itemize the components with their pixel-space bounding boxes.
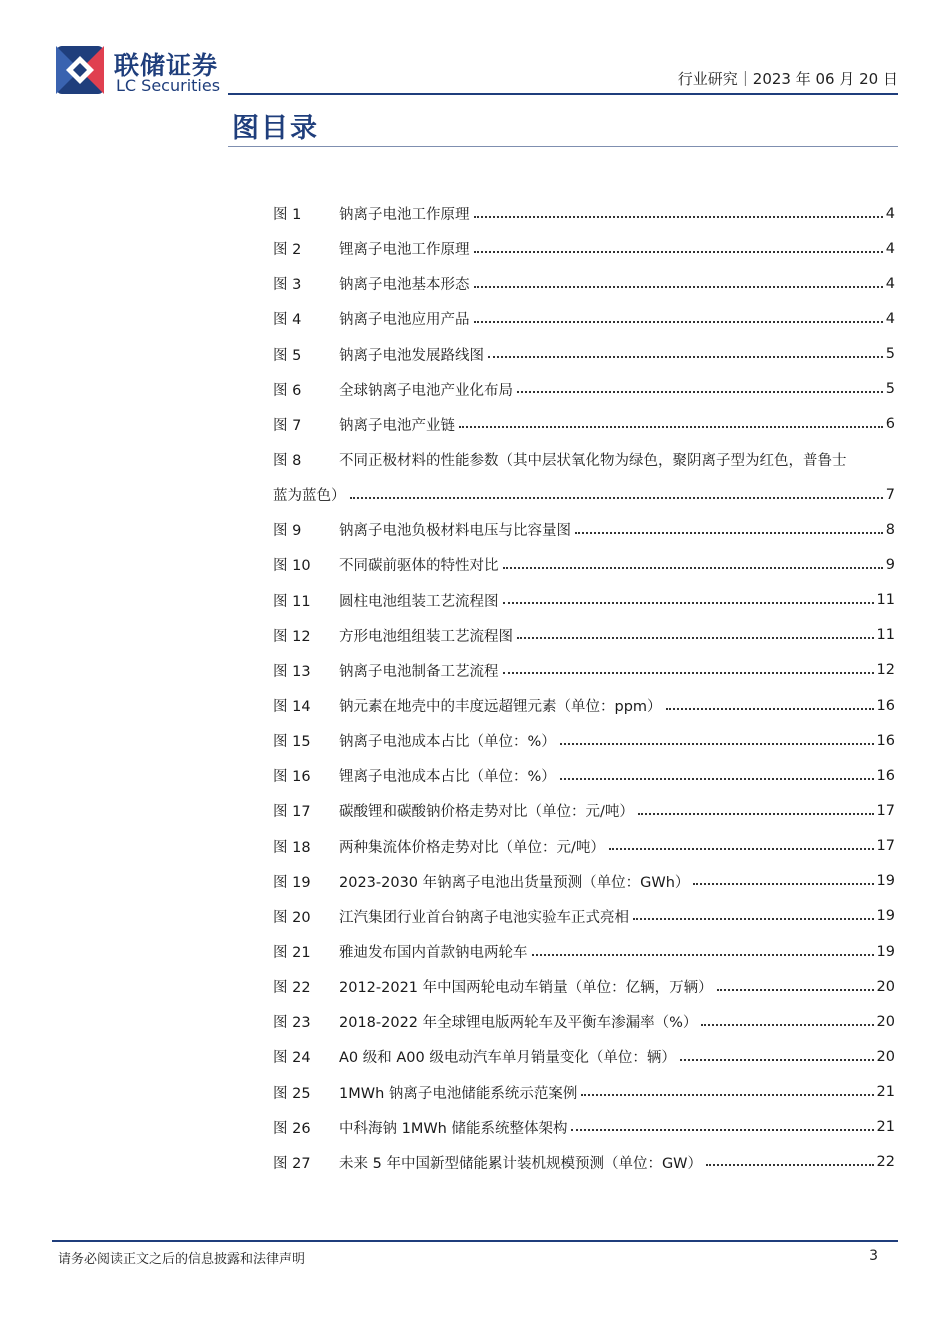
toc-figure-number: 图 21	[273, 945, 311, 962]
toc-leader-dots	[517, 637, 874, 639]
toc-page-number: 5	[885, 381, 895, 398]
toc-leader-dots	[517, 391, 883, 393]
toc-entry[interactable]	[273, 829, 895, 864]
toc-page-number: 5	[885, 346, 895, 363]
toc-figure-number: 图 15	[273, 734, 311, 751]
toc-entry[interactable]	[273, 653, 895, 688]
toc-entry[interactable]	[273, 372, 895, 407]
toc-figure-title: 钠元素在地壳中的丰度远超锂元素（单位：ppm）	[339, 699, 662, 716]
toc-figure-title: 未来 5 年中国新型储能累计装机规模预测（单位：GW）	[339, 1155, 703, 1172]
toc-page-number: 4	[885, 240, 895, 257]
brand-name-cn: 联储证券	[114, 51, 219, 80]
toc-page-number: 17	[876, 802, 895, 819]
toc-figure-title: 江汽集团行业首台钠离子电池实验车正式亮相	[339, 909, 629, 926]
toc-figure-number: 图 11	[273, 593, 311, 610]
toc-figure-title: 碳酸锂和碳酸钠价格走势对比（单位：元/吨）	[339, 804, 634, 821]
toc-page-number: 19	[876, 943, 895, 960]
toc-figure-number: 图 22	[273, 980, 311, 997]
toc-leader-dots	[706, 1164, 874, 1166]
figure-toc-list	[273, 196, 895, 1180]
toc-entry[interactable]	[273, 723, 895, 758]
toc-leader-dots	[666, 708, 874, 710]
toc-entry[interactable]	[273, 266, 895, 301]
toc-page-number: 21	[876, 1119, 895, 1136]
toc-figure-title: 圆柱电池组装工艺流程图	[339, 593, 499, 610]
toc-leader-dots	[503, 672, 874, 674]
toc-entry[interactable]	[273, 1075, 895, 1110]
toc-entry[interactable]	[273, 442, 895, 477]
toc-leader-dots	[474, 321, 883, 323]
toc-figure-number: 图 8	[273, 453, 302, 470]
toc-entry[interactable]	[273, 337, 895, 372]
toc-figure-number: 图 10	[273, 558, 311, 575]
toc-entry[interactable]	[273, 1004, 895, 1039]
toc-figure-number: 图 7	[273, 417, 302, 434]
toc-entry[interactable]	[273, 301, 895, 336]
toc-leader-dots	[474, 286, 883, 288]
toc-entry[interactable]	[273, 477, 895, 512]
toc-figure-title: 钠离子电池负极材料电压与比容量图	[339, 523, 571, 540]
toc-figure-number: 图 16	[273, 769, 311, 786]
toc-page-number: 19	[876, 908, 895, 925]
toc-figure-title: 不同碳前驱体的特性对比	[339, 558, 499, 575]
toc-leader-dots	[571, 1129, 873, 1131]
toc-page-number: 9	[885, 556, 895, 573]
toc-leader-dots	[474, 251, 883, 253]
toc-leader-dots	[503, 567, 883, 569]
toc-figure-title: 两种集流体价格走势对比（单位：元/吨）	[339, 839, 605, 856]
toc-leader-dots	[581, 1094, 873, 1096]
toc-leader-dots	[680, 1059, 874, 1061]
toc-leader-dots	[693, 883, 873, 885]
toc-figure-number: 图 18	[273, 839, 311, 856]
toc-entry[interactable]	[273, 1145, 895, 1180]
toc-figure-title: 钠离子电池发展路线图	[339, 347, 484, 364]
toc-figure-title: 不同正极材料的性能参数（其中层状氧化物为绿色，聚阴离子型为红色，普鲁士	[339, 453, 847, 470]
toc-figure-number: 图 9	[273, 523, 302, 540]
toc-figure-title: 锂离子电池成本占比（单位：%）	[339, 769, 556, 786]
toc-entry[interactable]	[273, 547, 895, 582]
title-divider	[228, 146, 898, 147]
toc-figure-title: 锂离子电池工作原理	[339, 242, 470, 259]
toc-entry[interactable]	[273, 758, 895, 793]
toc-figure-title: 蓝为蓝色）	[273, 488, 346, 505]
toc-figure-title: 2012-2021 年中国两轮电动车销量（单位：亿辆，万辆）	[339, 980, 713, 997]
toc-figure-title: A0 级和 A00 级电动汽车单月销量变化（单位：辆）	[339, 1050, 676, 1067]
toc-figure-title: 2023-2030 年钠离子电池出货量预测（单位：GWh）	[339, 874, 690, 891]
toc-entry[interactable]	[273, 688, 895, 723]
toc-figure-title: 钠离子电池产业链	[339, 417, 455, 434]
toc-leader-dots	[459, 426, 883, 428]
toc-figure-title: 钠离子电池工作原理	[339, 207, 470, 224]
toc-page-number: 8	[885, 521, 895, 538]
toc-figure-number: 图 24	[273, 1050, 311, 1067]
toc-entry[interactable]	[273, 196, 895, 231]
toc-page-number: 22	[876, 1154, 895, 1171]
toc-leader-dots	[474, 216, 883, 218]
toc-leader-dots	[350, 497, 883, 499]
toc-figure-number: 图 14	[273, 699, 311, 716]
toc-figure-title: 钠离子电池应用产品	[339, 312, 470, 329]
toc-figure-number: 图 5	[273, 347, 302, 364]
report-type-date: 行业研究｜2023 年 06 月 20 日	[677, 70, 898, 88]
footer-divider	[52, 1240, 898, 1242]
toc-figure-title: 2018-2022 年全球锂电版两轮车及平衡车渗漏率（%）	[339, 1015, 698, 1032]
toc-entry[interactable]	[273, 231, 895, 266]
toc-page-number: 21	[876, 1084, 895, 1101]
toc-figure-number: 图 12	[273, 628, 311, 645]
toc-figure-title: 中科海钠 1MWh 储能系统整体架构	[339, 1120, 568, 1137]
toc-entry[interactable]	[273, 864, 895, 899]
toc-figure-title: 1MWh 钠离子电池储能系统示范案例	[339, 1085, 578, 1102]
footer-disclaimer: 请务必阅读正文之后的信息披露和法律声明	[58, 1252, 306, 1267]
toc-entry[interactable]	[273, 969, 895, 1004]
toc-page-number: 20	[876, 1048, 895, 1065]
toc-figure-number: 图 23	[273, 1015, 311, 1032]
toc-entry[interactable]	[273, 793, 895, 828]
toc-figure-number: 图 3	[273, 277, 302, 294]
toc-figure-number: 图 17	[273, 804, 311, 821]
brand-name-en: LC Securities	[116, 76, 221, 95]
toc-figure-number: 图 25	[273, 1085, 311, 1102]
toc-figure-number: 图 19	[273, 874, 311, 891]
toc-figure-number: 图 2	[273, 242, 302, 259]
toc-figure-number: 图 26	[273, 1120, 311, 1137]
toc-leader-dots	[575, 532, 883, 534]
toc-entry[interactable]	[273, 618, 895, 653]
toc-page-number: 20	[876, 978, 895, 995]
toc-figure-number: 图 6	[273, 382, 302, 399]
toc-figure-title: 钠离子电池成本占比（单位：%）	[339, 734, 556, 751]
toc-page-number: 4	[885, 205, 895, 222]
toc-page-number: 6	[885, 416, 895, 433]
toc-figure-title: 方形电池组组装工艺流程图	[339, 628, 513, 645]
page-number: 3	[869, 1248, 878, 1264]
toc-figure-title: 钠离子电池基本形态	[339, 277, 470, 294]
toc-entry[interactable]	[273, 1110, 895, 1145]
toc-page-number: 16	[876, 732, 895, 749]
toc-entry[interactable]	[273, 512, 895, 547]
toc-figure-number: 图 4	[273, 312, 302, 329]
toc-page-number: 7	[885, 486, 895, 503]
toc-leader-dots	[609, 848, 874, 850]
page-title: 图目录	[232, 113, 319, 144]
toc-entry[interactable]	[273, 1039, 895, 1074]
toc-page-number: 19	[876, 873, 895, 890]
toc-leader-dots	[638, 813, 874, 815]
toc-leader-dots	[633, 918, 874, 920]
toc-page-number: 11	[876, 627, 895, 644]
toc-figure-number: 图 20	[273, 909, 311, 926]
toc-leader-dots	[701, 1024, 873, 1026]
toc-page-number: 4	[885, 275, 895, 292]
toc-entry[interactable]	[273, 583, 895, 618]
toc-page-number: 12	[876, 662, 895, 679]
header-divider	[228, 93, 898, 95]
toc-figure-title: 雅迪发布国内首款钠电两轮车	[339, 945, 528, 962]
toc-figure-title: 全球钠离子电池产业化布局	[339, 382, 513, 399]
toc-entry[interactable]	[273, 934, 895, 969]
toc-page-number: 16	[876, 767, 895, 784]
toc-page-number: 4	[885, 310, 895, 327]
toc-figure-number: 图 1	[273, 207, 302, 224]
toc-figure-number: 图 27	[273, 1155, 311, 1172]
toc-page-number: 11	[876, 592, 895, 609]
toc-entry[interactable]	[273, 899, 895, 934]
toc-leader-dots	[717, 989, 874, 991]
toc-page-number: 20	[876, 1013, 895, 1030]
toc-leader-dots	[560, 778, 874, 780]
toc-entry[interactable]	[273, 407, 895, 442]
toc-page-number: 17	[876, 838, 895, 855]
toc-figure-title: 钠离子电池制备工艺流程	[339, 663, 499, 680]
toc-leader-dots	[532, 954, 874, 956]
toc-figure-number: 图 13	[273, 663, 311, 680]
toc-page-number: 16	[876, 697, 895, 714]
toc-leader-dots	[503, 602, 874, 604]
toc-leader-dots	[488, 356, 883, 358]
lc-securities-logo-icon	[56, 46, 104, 94]
toc-leader-dots	[560, 743, 874, 745]
